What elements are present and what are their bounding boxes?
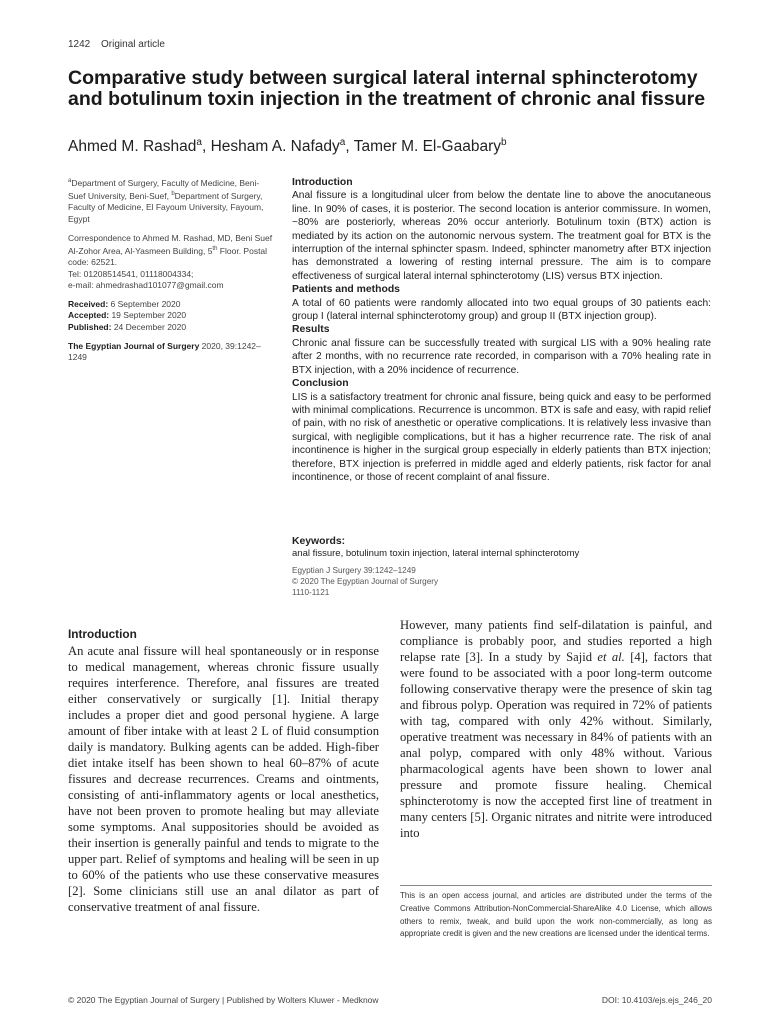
keywords-text: anal fissure, botulinum toxin injection, lateral internal sphincterotomy bbox=[292, 548, 580, 559]
citation-block: Egyptian J Surgery 39:1242–1249 © 2020 The Egyptian Journal of Surgery 1110-1121 bbox=[292, 566, 439, 597]
telephone: Tel: 01208514541, 01118004334; bbox=[68, 268, 194, 279]
abstract-heading-introduction: Introduction bbox=[292, 177, 353, 188]
license-note: This is an open access journal, and articles are distributed under the terms of the Creative Commons Attribution-NonCommercial-ShareAlike 4.0 License, which allows others to remix, tweak, and build upon the work non-commercially, as long as appropriate credit is given and the new creations are licensed under the identical terms. bbox=[400, 885, 712, 941]
author-affil-marker: a bbox=[196, 137, 202, 148]
section-heading-introduction: Introduction bbox=[68, 627, 137, 641]
footer-copyright: © 2020 The Egyptian Journal of Surgery | Published by Wolters Kluwer - Medknow bbox=[68, 995, 379, 1005]
abstract-results: Chronic anal fissure can be successfully treated with surgical LIS with a 90% healing rate after 2 months, with no recurrence rate recorded, in comparison with a 70% healing rate in BTX injection, with a 20% incidence of recurrence. bbox=[292, 337, 711, 376]
affiliations: $^a$Department of Surgery, Faculty of Medicine, Beni-Suef University, Beni-Suef, $^b$Department of Surgery, Faculty of Medicine, El Fayoum University, Fayoum, Egypt bbox=[68, 177, 264, 224]
email[interactable]: e-mail: ahmedrashad101077@gmail.com bbox=[68, 279, 224, 290]
author-name: Ahmed M. Rashad bbox=[68, 138, 197, 156]
keywords-label: Keywords: bbox=[292, 536, 346, 547]
page-number: 1242 bbox=[68, 39, 91, 50]
affiliation-column bbox=[68, 176, 273, 372]
author-name: Hesham A. Nafady bbox=[210, 138, 340, 156]
abstract-heading-methods: Patients and methods bbox=[292, 284, 400, 296]
body-paragraph: An acute anal fissure will heal spontaneously or in response to medical management, whereas chronic fissure usually requires interference. Therefore, anal fissures are treated either conservatively or surgically [1]. Initial therapy includes a proper diet and good personal hygiene. A large amount of fiber intake with at least 2 L of fluid consumption daily is mandatory. Bulking agents can be added. High-fiber diet intake itself has been shown to heal 60–87% of acute fissures and decrease recurrences. Creams and ointments, consisting of anti-inflammatory agents or local anesthetics, have not been proven to promote healing but may alleviate some symptoms. Anal suppositories should be avoided as their insertion is generally painful and tends to migrate to the upper part. Relief of symptoms and healing will be seen in up to 60% of the patients who use these conservative measures [2]. Some clinicians still use an anal dilator as part of conservative treatment of anal fissure. bbox=[68, 644, 379, 914]
correspondence: Correspondence to Ahmed M. Rashad, MD, Beni Suef Al-Zohor Area, Al-Yasmeen Building, 5th Floor. Postal code: 62521. Tel: 01208514541, 01118004334; e-mail: ahmedrashad101077@gmail.com bbox=[68, 232, 273, 290]
abstract bbox=[292, 176, 711, 484]
published-date: 24 December 2020 bbox=[111, 321, 187, 332]
abstract-heading-conclusion: Conclusion bbox=[292, 378, 349, 390]
received-date: 6 September 2020 bbox=[108, 299, 181, 310]
keywords bbox=[292, 536, 711, 560]
accepted-date: 19 September 2020 bbox=[109, 310, 187, 321]
author-name: Tamer M. El-Gaabary bbox=[353, 138, 501, 156]
author-affil-marker: b bbox=[501, 137, 507, 148]
abstract-heading-results: Results bbox=[292, 324, 330, 336]
abstract-methods: A total of 60 patients were randomly allocated into two equal groups of 30 patients each: group I (lateral internal sphincterotomy group) and group II (BTX injection group). bbox=[292, 297, 711, 323]
author-list: Ahmed M. Rashad$^a$, Hesham A. Nafady$^a$, Tamer M. El-Gaabary$^b$ bbox=[68, 137, 507, 156]
body-paragraph: However, many patients find self-dilatation is painful, and compliance is probably poor, and studies reported a high relapse rate [3]. In a study by Sajid et al. [4], factors that were found to be associated with a poor long-term outcome following conservative therapy were the presence of skin tag and fibrous polyp. Operation was required in 72% of patients with tag, compared with only 42% without. Similarly, operative treatment was necessary in 84% of patients with an anal polyp, compared with only 48% without. Various pharmacological agents have been shown to lower anal pressure and promote fissure healing. Chemical sphincterotomy is now the accepted first line of treatment in many centers [5]. Organic nitrates and nitrite were introduced into bbox=[400, 618, 712, 840]
journal-reference: The Egyptian Journal of Surgery 2020, 39:1242–1249 bbox=[68, 341, 261, 363]
running-header bbox=[68, 39, 165, 50]
abstract-introduction: Anal fissure is a longitudinal ulcer from below the dentate line to above the anocutaneous line. In 90% of cases, it is posterior. The second location is anterior commissure. In women, ~80% are posteriorly, whereas 20% occur anteriorly. Botulinum toxin (BTX) action is mediated by its action on the autonomic nervous system. The treatment goal for BTX is the interruption of the internal sphincter spasm. Indeed, sphincter manometry after BTX injection has demonstrated a lowering of resting internal pressure. The aim is to compare effectiveness of surgical lateral internal sphincterotomy (LIS) versus BTX injection. bbox=[292, 190, 711, 282]
dates: Received: 6 September 2020 Accepted: 19 September 2020 Published: 24 December 2020 bbox=[68, 299, 187, 332]
author-affil-marker: a bbox=[339, 137, 346, 148]
body-column-right bbox=[400, 617, 712, 841]
article-title: Comparative study between surgical lateral internal sphincterotomy and botulinum toxin injection in the treatment of chronic anal fissure bbox=[68, 67, 706, 110]
footer-doi[interactable]: DOI: 10.4103/ejs.ejs_246_20 bbox=[601, 995, 712, 1005]
article-type: Original article bbox=[101, 39, 165, 50]
body-column-left bbox=[68, 626, 379, 915]
abstract-conclusion: LIS is a satisfactory treatment for chronic anal fissure, being quick and easy to be performed with minimal complications. Recurrence is uncommon. BTX is safe and easy, with rapid relief of pain, with no risk of anesthetic or operative complications. It is relatively less invasive than surgical, with negligible complications, but it has a higher recurrence rate. The risk of anal incontinence is higher in the surgical group especially in elderly patients than BTX injection; therefore, BTX injection is preferred in middle aged and elderly patients, risk factor for anal incontinence, or those of recent complaint of anal fissure. bbox=[292, 391, 711, 483]
